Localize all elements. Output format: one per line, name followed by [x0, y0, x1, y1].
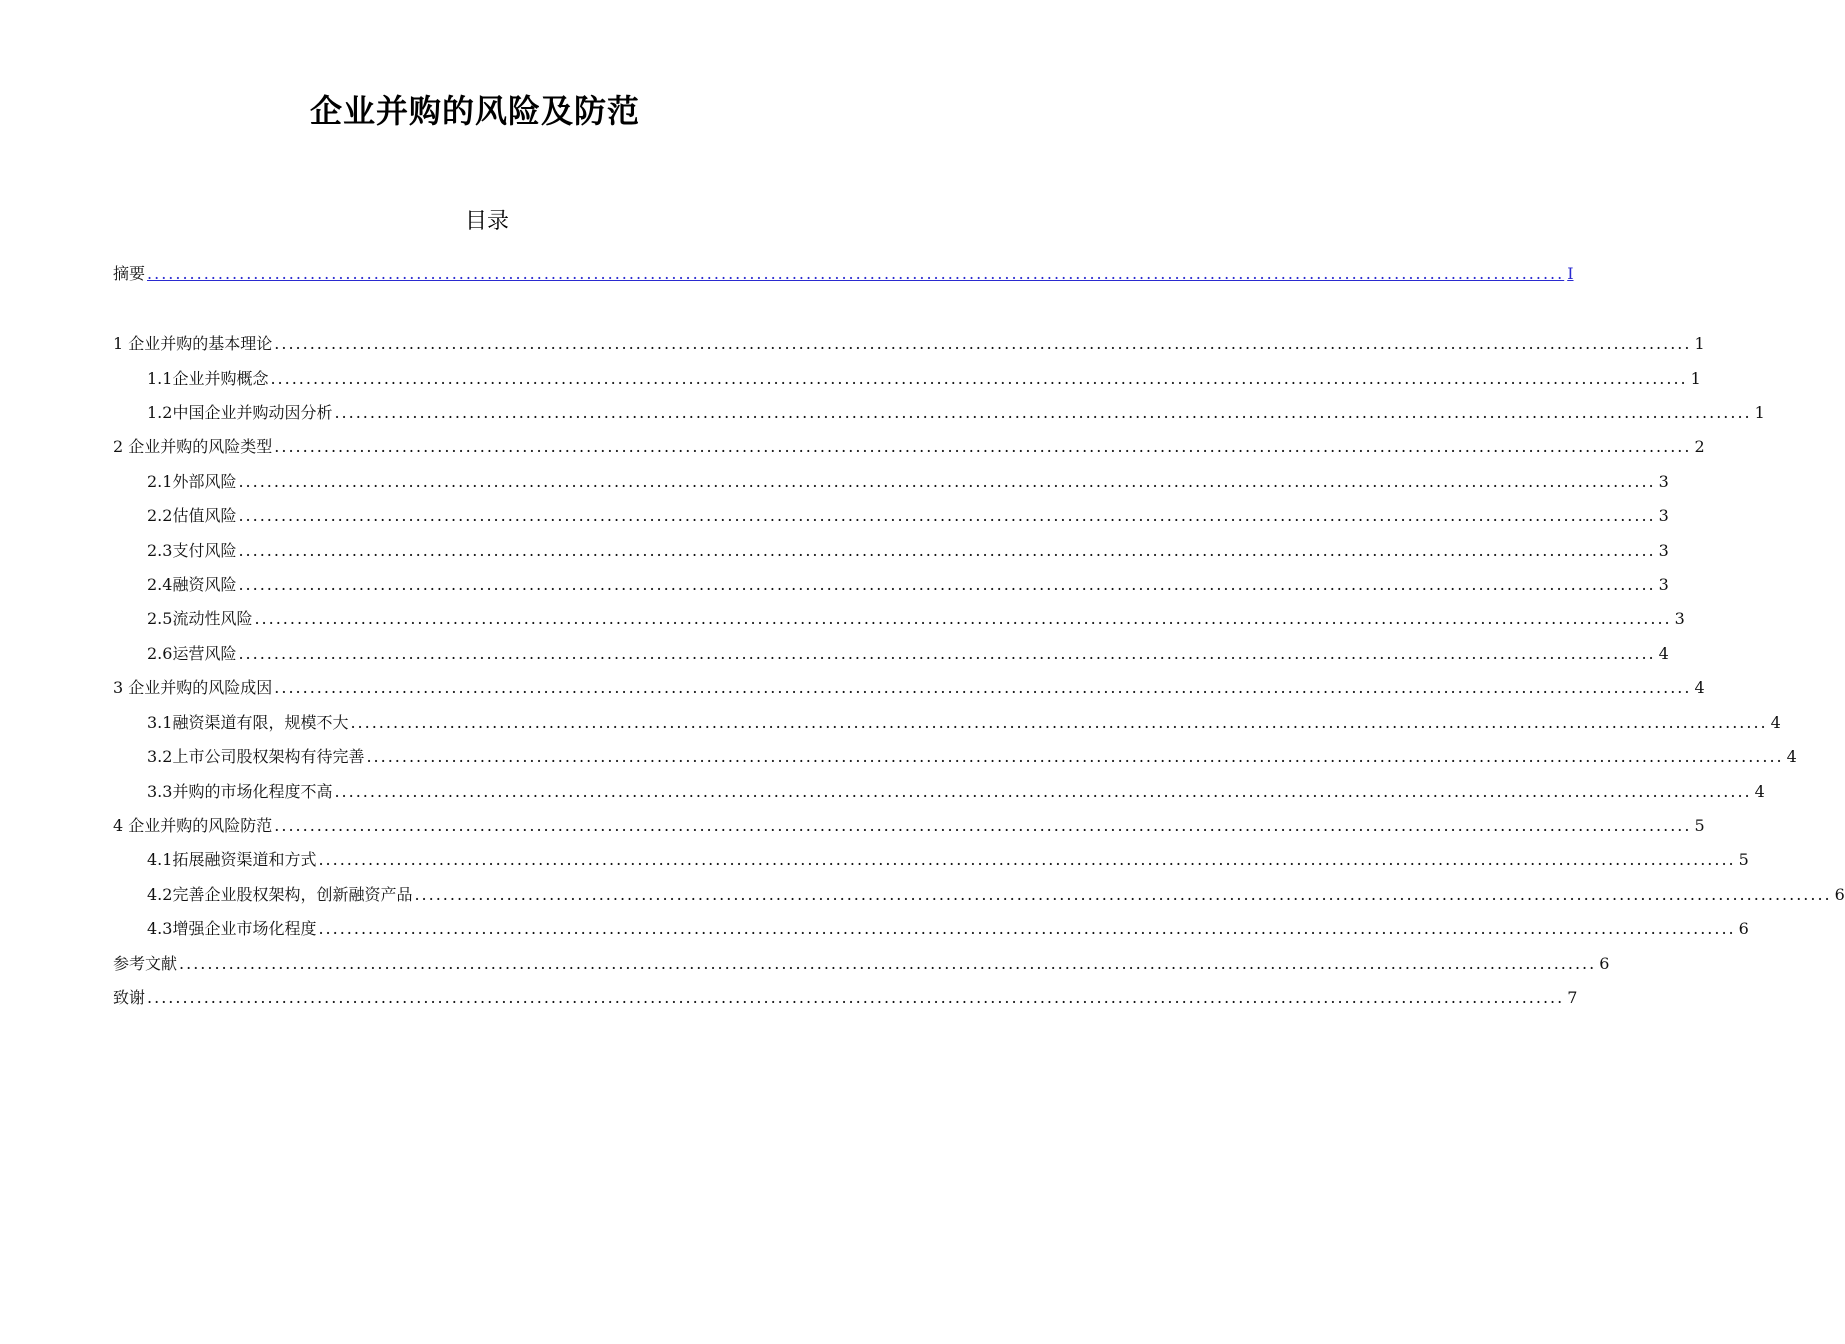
toc-entry[interactable]: [147, 572, 1669, 598]
toc-dot-leader: ........................................................................................................................................................................................................: [318, 850, 1736, 869]
toc-entry-label: 4.1拓展融资渠道和方式: [147, 850, 317, 869]
toc-page-number: 4: [1658, 644, 1669, 663]
toc-page-number: 6: [1738, 919, 1749, 938]
toc-page-number: 4: [1770, 713, 1781, 732]
toc-page-number: 3: [1658, 472, 1669, 491]
toc-entry-label: 1.1企业并购概念: [147, 369, 269, 388]
toc-entry-label: 4 企业并购的风险防范: [113, 816, 273, 835]
toc-page-number: 4: [1786, 747, 1797, 766]
toc-entry-label: 2.1外部风险: [147, 472, 237, 491]
toc-entry[interactable]: [147, 366, 1701, 392]
toc-entry-label: 2.6运营风险: [147, 644, 237, 663]
toc-entry[interactable]: [147, 744, 1797, 770]
toc-entry[interactable]: [113, 434, 1705, 460]
toc-dot-leader: ........................................................................................................................................................................................................: [179, 954, 1597, 973]
toc-entry-label: 参考文献: [113, 954, 178, 973]
toc-entry-label: 2.4融资风险: [147, 575, 237, 594]
toc-dot-leader: ........................................................................................................................................................................................................: [147, 264, 1565, 283]
toc-page-number: 3: [1658, 575, 1669, 594]
toc-entry-label: 2.2估值风险: [147, 506, 237, 525]
toc-page-number: 2: [1694, 437, 1705, 456]
toc-entry-label: 3.2上市公司股权架构有待完善: [147, 747, 365, 766]
toc-entry-label: 3.3并购的市场化程度不高: [147, 782, 333, 801]
toc-dot-leader: ........................................................................................................................................................................................................: [318, 919, 1736, 938]
toc-page-number: 3: [1658, 506, 1669, 525]
toc-entry[interactable]: [113, 675, 1705, 701]
toc-entry-label: 致谢: [113, 988, 146, 1007]
toc-entry[interactable]: [113, 261, 1574, 287]
toc-dot-leader: ........................................................................................................................................................................................................: [147, 988, 1565, 1007]
toc-entry[interactable]: [147, 400, 1765, 426]
toc-page-number: 1: [1694, 334, 1705, 353]
toc-dot-leader: ........................................................................................................................................................................................................: [238, 575, 1656, 594]
toc-entry[interactable]: [147, 882, 1845, 908]
toc-dot-leader: ........................................................................................................................................................................................................: [238, 644, 1656, 663]
toc-entry[interactable]: [147, 847, 1749, 873]
toc-entry[interactable]: [113, 813, 1705, 839]
toc-entry-label: 2.5流动性风险: [147, 609, 253, 628]
toc-page-number: 5: [1738, 850, 1749, 869]
toc-entry[interactable]: [147, 469, 1669, 495]
toc-dot-leader: ........................................................................................................................................................................................................: [350, 713, 1768, 732]
toc-page-number: I: [1567, 264, 1574, 283]
toc-entry-label: 4.3增强企业市场化程度: [147, 919, 317, 938]
toc-entry-label: 2 企业并购的风险类型: [113, 437, 273, 456]
toc-dot-leader: ........................................................................................................................................................................................................: [238, 472, 1656, 491]
toc-entry[interactable]: [113, 985, 1578, 1011]
toc-page-number: 3: [1658, 541, 1669, 560]
toc-entry[interactable]: [147, 779, 1765, 805]
toc-page-number: 5: [1694, 816, 1705, 835]
toc-page-number: 4: [1694, 678, 1705, 697]
toc-entry-label: 2.3支付风险: [147, 541, 237, 560]
toc-heading: 目录: [464, 209, 509, 234]
toc-dot-leader: ........................................................................................................................................................................................................: [270, 369, 1688, 388]
toc-page-number: 7: [1567, 988, 1578, 1007]
toc-page-number: 1: [1754, 403, 1765, 422]
toc-page-number: 6: [1834, 885, 1845, 904]
toc-dot-leader: ........................................................................................................................................................................................................: [274, 816, 1692, 835]
toc-dot-leader: ........................................................................................................................................................................................................: [274, 334, 1692, 353]
toc-dot-leader: ........................................................................................................................................................................................................: [334, 403, 1752, 422]
toc-dot-leader: ........................................................................................................................................................................................................: [238, 541, 1656, 560]
toc-dot-leader: ........................................................................................................................................................................................................: [334, 782, 1752, 801]
toc-dot-leader: ........................................................................................................................................................................................................: [274, 437, 1692, 456]
toc-entry-label: 3.1融资渠道有限，规模不大: [147, 713, 349, 732]
toc-entry[interactable]: [147, 606, 1685, 632]
toc-entry-label: 1 企业并购的基本理论: [113, 334, 273, 353]
toc-dot-leader: ........................................................................................................................................................................................................: [414, 885, 1832, 904]
toc-entry-label: 3 企业并购的风险成因: [113, 678, 273, 697]
toc-dot-leader: ........................................................................................................................................................................................................: [238, 506, 1656, 525]
toc-entry[interactable]: [113, 331, 1705, 357]
document-title: 企业并购的风险及防范: [309, 92, 640, 130]
toc-entry[interactable]: [113, 951, 1610, 977]
toc-entry[interactable]: [147, 641, 1669, 667]
toc-entry-label: 4.2完善企业股权架构，创新融资产品: [147, 885, 413, 904]
toc-entry[interactable]: [147, 710, 1781, 736]
toc-entry[interactable]: [147, 538, 1669, 564]
toc-page-number: 3: [1674, 609, 1685, 628]
toc-entry-label: 摘要: [113, 264, 146, 283]
toc-page-number: 6: [1599, 954, 1610, 973]
toc-page-number: 4: [1754, 782, 1765, 801]
toc-entry-label: 1.2中国企业并购动因分析: [147, 403, 333, 422]
toc-entry[interactable]: [147, 916, 1749, 942]
toc-entry[interactable]: [147, 503, 1669, 529]
toc-dot-leader: ........................................................................................................................................................................................................: [274, 678, 1692, 697]
toc-dot-leader: ........................................................................................................................................................................................................: [254, 609, 1672, 628]
toc-page-number: 1: [1690, 369, 1701, 388]
toc-dot-leader: ........................................................................................................................................................................................................: [366, 747, 1784, 766]
